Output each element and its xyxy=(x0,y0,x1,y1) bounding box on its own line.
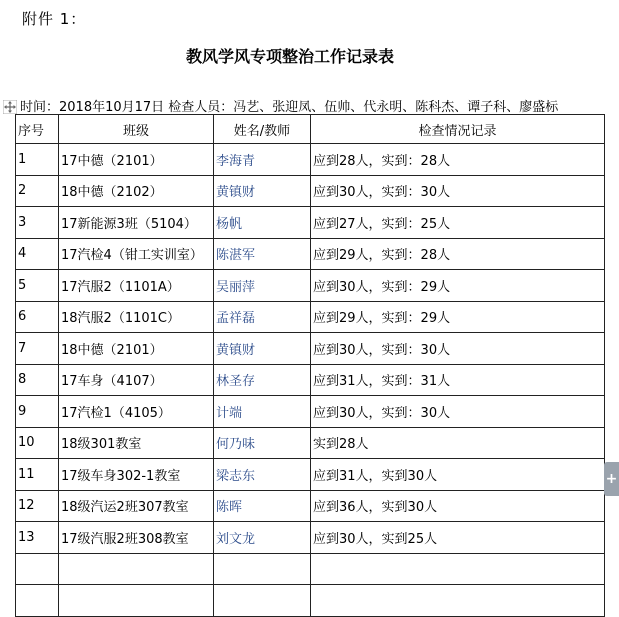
table-row xyxy=(16,144,605,176)
table-header-row xyxy=(16,115,605,144)
row-class[interactable]: 17汽检1（4105） xyxy=(59,396,214,428)
row-number[interactable]: 11 xyxy=(16,459,59,491)
row-number[interactable]: 4 xyxy=(16,238,59,270)
row-record[interactable]: 实到28人 xyxy=(311,427,605,459)
header-no: 序号 xyxy=(16,115,59,144)
row-class[interactable]: 17中德（2101） xyxy=(59,144,214,176)
row-number[interactable]: 3 xyxy=(16,207,59,239)
row-class[interactable]: 17级汽服2班308教室 xyxy=(59,522,214,554)
table-row xyxy=(16,553,605,585)
table-row xyxy=(16,175,605,207)
row-teacher[interactable]: 黄镇财 xyxy=(214,333,311,365)
row-teacher[interactable]: 梁志东 xyxy=(214,459,311,491)
row-record[interactable]: 应到29人，实到：29人 xyxy=(311,301,605,333)
row-teacher[interactable]: 孟祥磊 xyxy=(214,301,311,333)
row-number[interactable]: 13 xyxy=(16,522,59,554)
row-class[interactable]: 17车身（4107） xyxy=(59,364,214,396)
row-class[interactable]: 18中德（2101） xyxy=(59,333,214,365)
row-number[interactable]: 8 xyxy=(16,364,59,396)
row-record[interactable]: 应到28人，实到：28人 xyxy=(311,144,605,176)
row-class[interactable]: 17级车身302-1教室 xyxy=(59,459,214,491)
header-record: 检查情况记录 xyxy=(311,115,605,144)
row-record[interactable]: 应到30人，实到：30人 xyxy=(311,396,605,428)
header-teacher: 姓名/教师 xyxy=(214,115,311,144)
row-number[interactable]: 7 xyxy=(16,333,59,365)
document-title: 教风学风专项整治工作记录表 xyxy=(185,47,394,66)
table-row xyxy=(16,364,605,396)
inspection-meta: 时间：2018年10月17日 检查人员：冯艺、张迎凤、伍帅、代永明、陈科杰、谭子科、廖盛标 xyxy=(20,100,559,115)
table-row xyxy=(16,585,605,617)
row-class[interactable] xyxy=(59,585,214,617)
row-record[interactable] xyxy=(311,585,605,617)
row-number[interactable]: 9 xyxy=(16,396,59,428)
row-class[interactable]: 18汽服2（1101C） xyxy=(59,301,214,333)
row-record[interactable]: 应到36人，实到30人 xyxy=(311,490,605,522)
record-table xyxy=(15,114,605,617)
row-number[interactable]: 1 xyxy=(16,144,59,176)
row-class[interactable]: 18中德（2102） xyxy=(59,175,214,207)
row-class[interactable] xyxy=(59,553,214,585)
row-record[interactable]: 应到30人，实到：30人 xyxy=(311,333,605,365)
row-class[interactable]: 17汽检4（钳工实训室） xyxy=(59,238,214,270)
row-class[interactable]: 17汽服2（1101A） xyxy=(59,270,214,302)
row-teacher[interactable]: 陈湛军 xyxy=(214,238,311,270)
row-teacher[interactable]: 陈晖 xyxy=(214,490,311,522)
row-teacher[interactable]: 林圣存 xyxy=(214,364,311,396)
row-teacher[interactable]: 何乃味 xyxy=(214,427,311,459)
row-number[interactable] xyxy=(16,553,59,585)
row-record[interactable]: 应到30人，实到：30人 xyxy=(311,175,605,207)
row-number[interactable]: 5 xyxy=(16,270,59,302)
row-record[interactable]: 应到27人，实到：25人 xyxy=(311,207,605,239)
plus-icon[interactable]: + xyxy=(604,462,619,496)
row-teacher[interactable]: 黄镇财 xyxy=(214,175,311,207)
row-teacher[interactable]: 计端 xyxy=(214,396,311,428)
table-row xyxy=(16,270,605,302)
table-row xyxy=(16,396,605,428)
row-record[interactable]: 应到29人，实到：28人 xyxy=(311,238,605,270)
table-row xyxy=(16,459,605,491)
table-row xyxy=(16,427,605,459)
row-record[interactable]: 应到30人，实到25人 xyxy=(311,522,605,554)
row-teacher[interactable]: 吴丽萍 xyxy=(214,270,311,302)
table-row xyxy=(16,490,605,522)
row-record[interactable] xyxy=(311,553,605,585)
row-number[interactable]: 2 xyxy=(16,175,59,207)
row-record[interactable]: 应到31人，实到30人 xyxy=(311,459,605,491)
header-class: 班级 xyxy=(59,115,214,144)
row-teacher[interactable]: 李海青 xyxy=(214,144,311,176)
row-class[interactable]: 18级汽运2班307教室 xyxy=(59,490,214,522)
row-teacher[interactable] xyxy=(214,585,311,617)
row-class[interactable]: 17新能源3班（5104） xyxy=(59,207,214,239)
row-number[interactable]: 12 xyxy=(16,490,59,522)
row-teacher[interactable]: 刘文龙 xyxy=(214,522,311,554)
row-record[interactable]: 应到30人，实到：29人 xyxy=(311,270,605,302)
table-row xyxy=(16,238,605,270)
row-number[interactable]: 6 xyxy=(16,301,59,333)
row-number[interactable]: 10 xyxy=(16,427,59,459)
table-row xyxy=(16,522,605,554)
row-teacher[interactable] xyxy=(214,553,311,585)
row-number[interactable] xyxy=(16,585,59,617)
row-teacher[interactable]: 杨帆 xyxy=(214,207,311,239)
table-row xyxy=(16,301,605,333)
attachment-label: 附件 1： xyxy=(22,10,87,28)
row-record[interactable]: 应到31人，实到：31人 xyxy=(311,364,605,396)
table-row xyxy=(16,207,605,239)
move-handle-icon[interactable] xyxy=(3,100,17,114)
table-row xyxy=(16,333,605,365)
row-class[interactable]: 18级301教室 xyxy=(59,427,214,459)
